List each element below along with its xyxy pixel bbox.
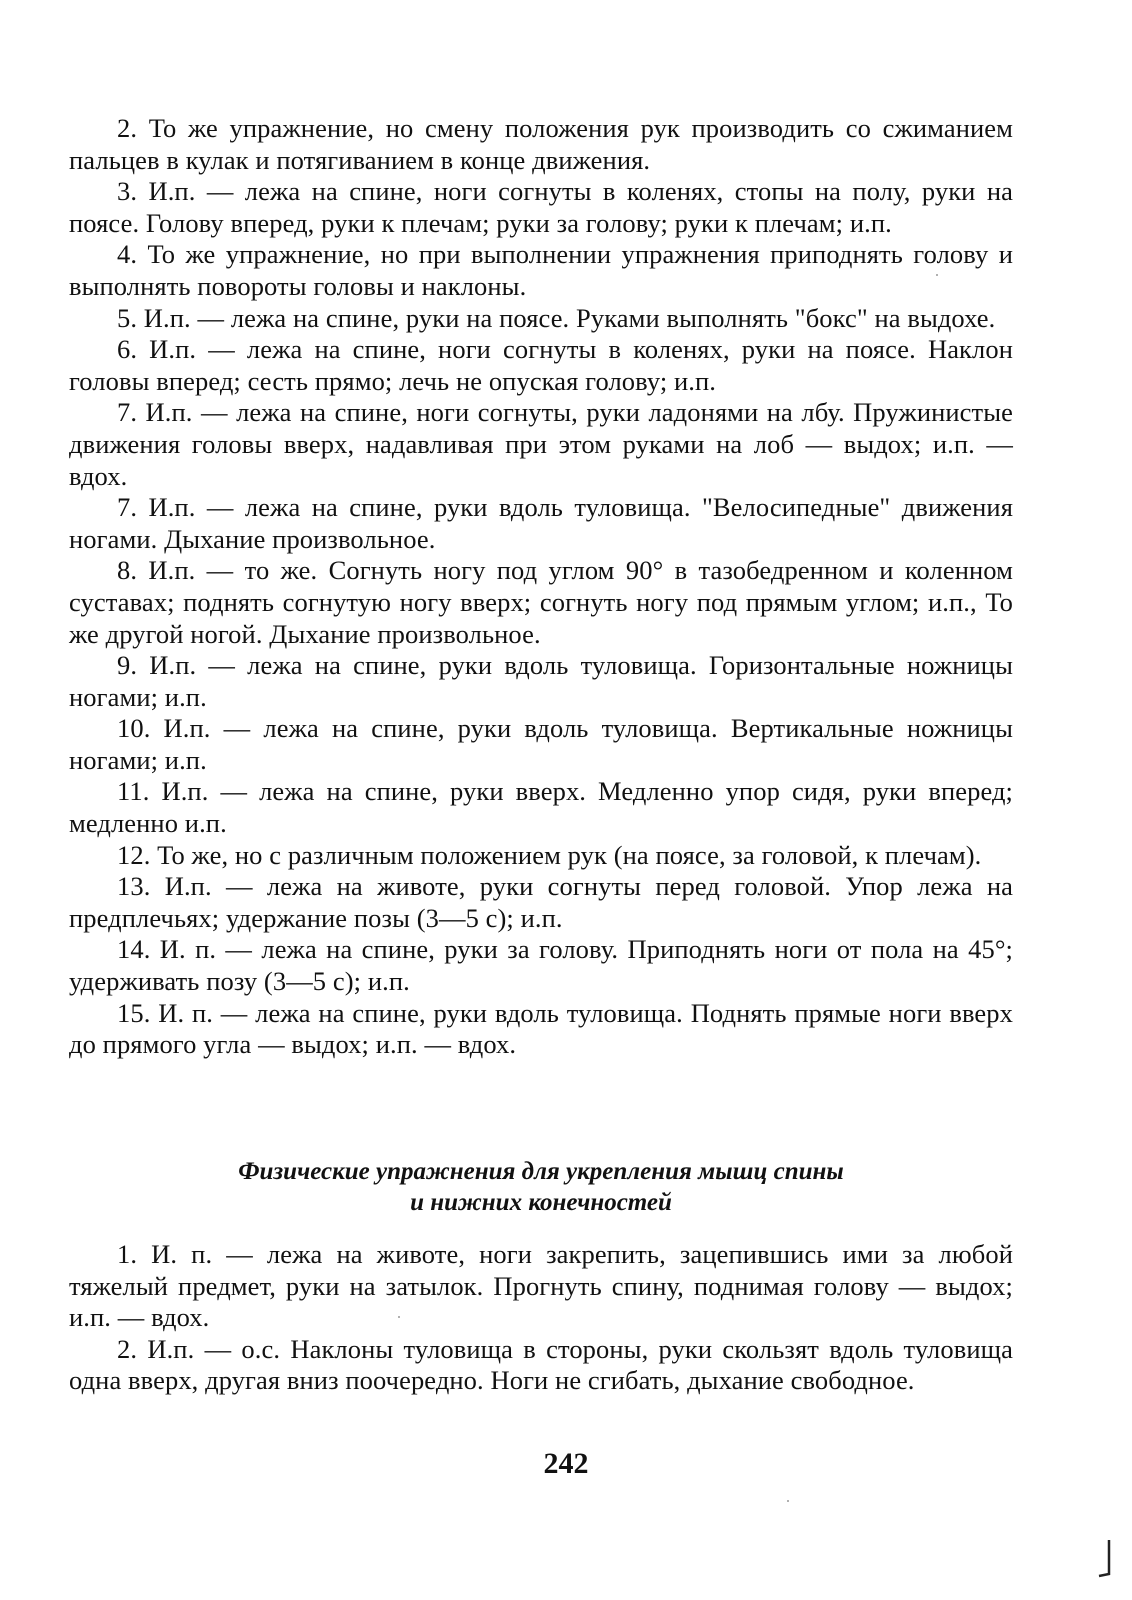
exercise-item: 13. И.п. — лежа на животе, руки согнуты перед головой. Упор лежа на предплечьях; удержание позы (3—5 с); и.п.	[69, 871, 1013, 933]
exercise-item: 8. И.п. — то же. Согнуть ногу под углом 90° в тазобедренном и коленном суставах; поднять согнутую ногу вверх; согнуть ногу под прямым углом; и.п., То же другой ногой. Дыхание произвольное.	[69, 555, 1013, 649]
section-heading-line-1: Физические упражнения для укрепления мышц спины	[238, 1158, 844, 1185]
scan-speck	[787, 1500, 789, 1502]
exercise-item: 5. И.п. — лежа на спине, руки на поясе. Руками выполнять "бокс" на выдохе.	[117, 302, 996, 333]
exercise-item: 7. И.п. — лежа на спине, ноги согнуты, руки ладонями на лбу. Пружинистые движения головы вверх, надавливая при этом руками на лоб — выдох; и.п. — вдох.	[69, 397, 1013, 491]
exercise-item: 1. И. п. — лежа на животе, ноги закрепить, зацепившись ими за любой тяжелый предмет, руки на затылок. Прогнуть спину, поднимая голову — выдох; и.п. — вдох.	[69, 1239, 1013, 1333]
exercise-item: 4. То же упражнение, но при выполнении упражнения приподнять голову и выполнять повороты головы и наклоны.	[69, 239, 1013, 301]
scan-speck	[398, 1316, 400, 1318]
exercise-item: 11. И.п. — лежа на спине, руки вверх. Медленно упор сидя, руки вперед; медленно и.п.	[69, 776, 1013, 839]
exercise-list-abdominal	[69, 113, 1013, 1061]
exercise-item: 2. То же упражнение, но смену положения рук производить со сжиманием пальцев в кулак и потягиванием в конце движения.	[69, 113, 1013, 175]
exercise-item: 12. То же, но с различным положением рук (на поясе, за головой, к плечам).	[117, 839, 982, 870]
section-heading-line-2: и нижних конечностей	[410, 1189, 672, 1216]
page-number: 242	[543, 1447, 589, 1480]
exercise-list-back-legs	[69, 1239, 1013, 1397]
exercise-item: 9. И.п. — лежа на спине, руки вдоль туловища. Горизонтальные ножницы ногами; и.п.	[69, 650, 1013, 712]
corner-crop-mark	[1098, 1540, 1112, 1578]
scan-speck	[936, 274, 938, 276]
exercise-item: 2. И.п. — о.с. Наклоны туловища в стороны, руки скользят вдоль туловища одна вверх, другая вниз поочередно. Ноги не сгибать, дыхание свободное.	[69, 1333, 1013, 1396]
exercise-item: 6. И.п. — лежа на спине, ноги согнуты в коленях, руки на поясе. Наклон головы вперед; сесть прямо; лечь не опуская голову; и.п.	[69, 334, 1013, 396]
exercise-item: 14. И. п. — лежа на спине, руки за голову. Приподнять ноги от пола на 45°; удерживать позу (3—5 с); и.п.	[69, 934, 1013, 997]
exercise-item: 7. И.п. — лежа на спине, руки вдоль туловища. "Велосипедные" движения ногами. Дыхание произвольное.	[69, 492, 1013, 554]
exercise-item: 3. И.п. — лежа на спине, ноги согнуты в коленях, стопы на полу, руки на поясе. Голову вперед, руки к плечам; руки за голову; руки к плечам; и.п.	[69, 176, 1013, 238]
section-heading	[69, 1156, 1013, 1218]
exercise-item: 15. И. п. — лежа на спине, руки вдоль туловища. Поднять прямые ноги вверх до прямого угла — выдох; и.п. — вдох.	[69, 997, 1013, 1060]
exercise-item: 10. И.п. — лежа на спине, руки вдоль туловища. Вертикальные ножницы ногами; и.п.	[69, 713, 1013, 775]
